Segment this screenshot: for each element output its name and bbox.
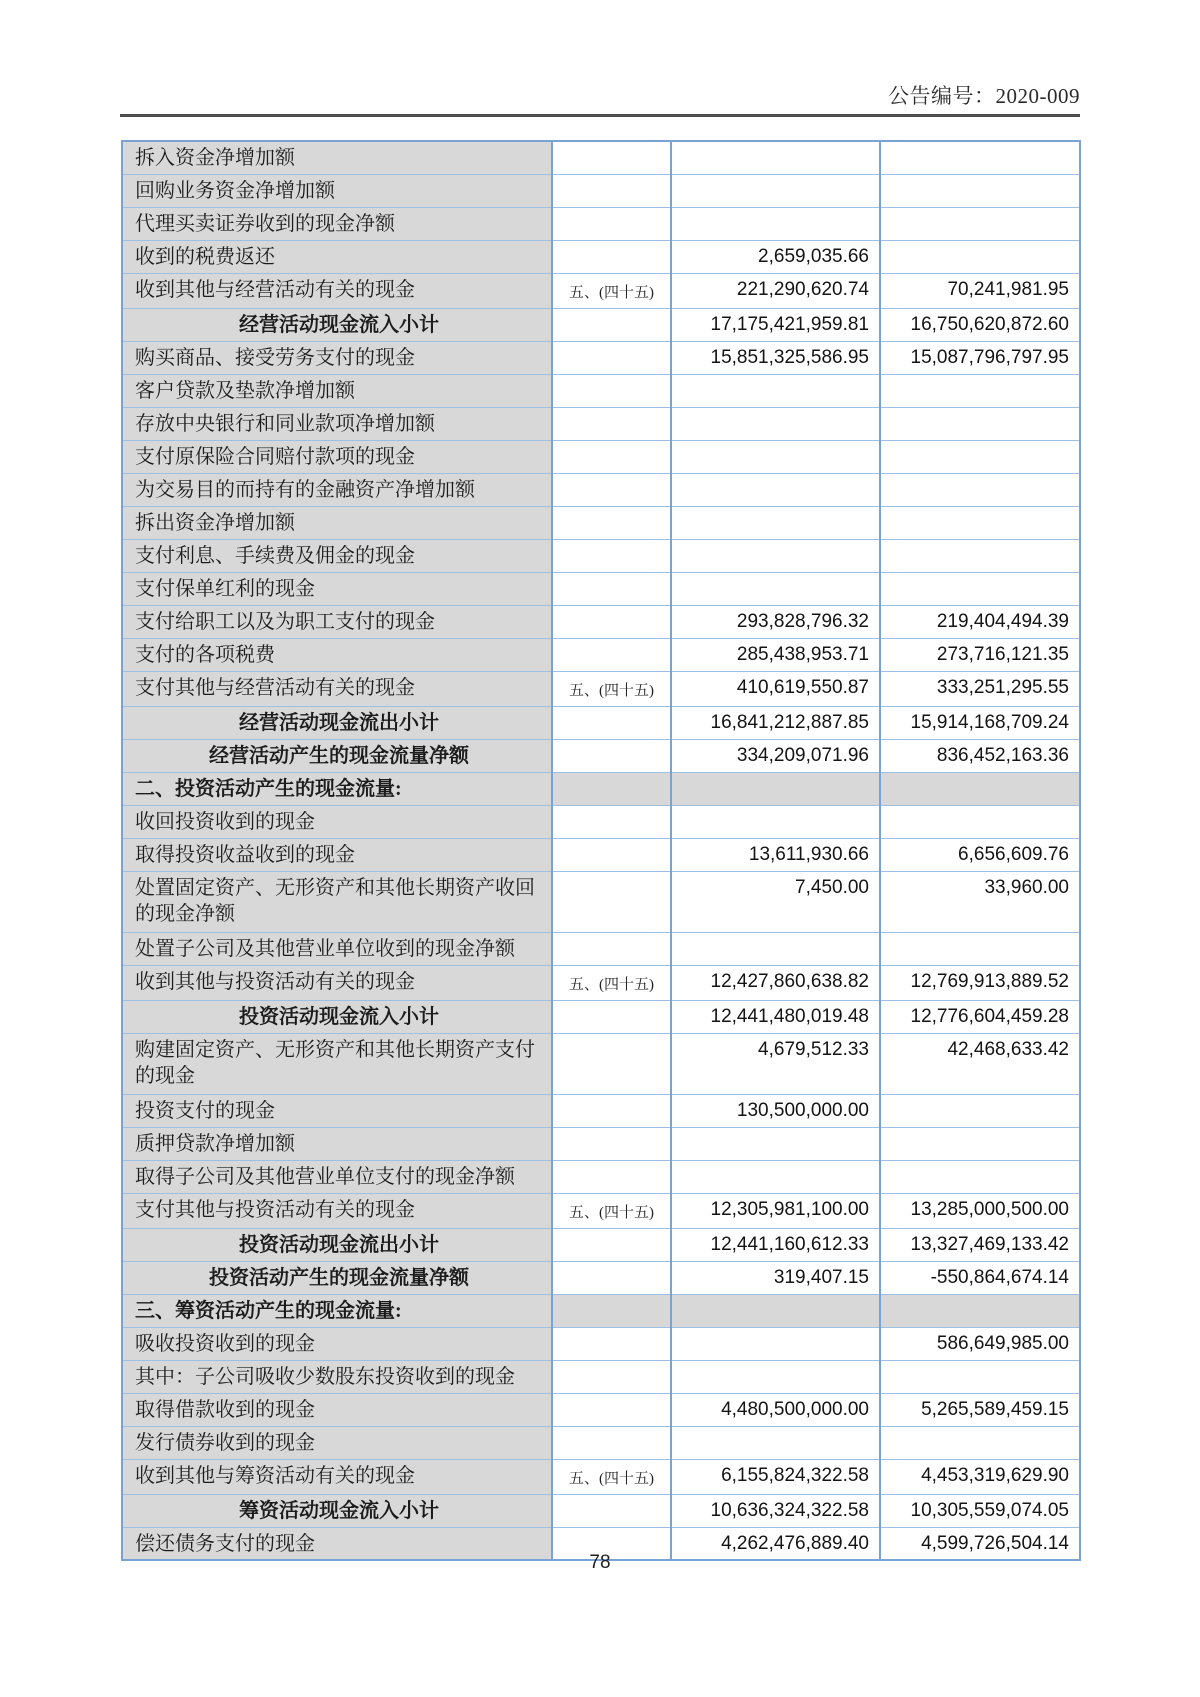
note-cell [552, 871, 671, 932]
current-period-cell: 130,500,000.00 [671, 1094, 880, 1127]
current-period-cell [671, 174, 880, 207]
prior-period-cell: 4,453,319,629.90 [880, 1459, 1080, 1494]
prior-period-cell [880, 506, 1080, 539]
table-row [122, 1261, 1080, 1294]
item-cell: 收到的税费返还 [122, 240, 552, 273]
current-period-cell: 319,407.15 [671, 1261, 880, 1294]
item-cell: 支付给职工以及为职工支付的现金 [122, 605, 552, 638]
current-period-cell [671, 407, 880, 440]
current-period-cell [671, 473, 880, 506]
prior-period-cell [880, 1094, 1080, 1127]
table-row [122, 1127, 1080, 1160]
current-period-cell: 12,427,860,638.82 [671, 965, 880, 1000]
current-period-cell: 12,441,160,612.33 [671, 1228, 880, 1261]
prior-period-cell [880, 1294, 1080, 1327]
item-cell: 为交易目的而持有的金融资产净增加额 [122, 473, 552, 506]
note-cell [552, 1327, 671, 1360]
current-period-cell [671, 1360, 880, 1393]
item-cell: 购买商品、接受劳务支付的现金 [122, 341, 552, 374]
current-period-cell: 12,305,981,100.00 [671, 1193, 880, 1228]
prior-period-cell: 836,452,163.36 [880, 739, 1080, 772]
cash-flow-table-body [122, 141, 1080, 1560]
item-cell: 投资活动现金流出小计 [122, 1228, 552, 1261]
table-row [122, 473, 1080, 506]
current-period-cell [671, 506, 880, 539]
current-period-cell: 7,450.00 [671, 871, 880, 932]
note-cell [552, 1000, 671, 1033]
item-cell: 投资活动产生的现金流量净额 [122, 1261, 552, 1294]
current-period-cell [671, 374, 880, 407]
item-cell: 拆入资金净增加额 [122, 141, 552, 174]
prior-period-cell: 12,776,604,459.28 [880, 1000, 1080, 1033]
item-cell: 拆出资金净增加额 [122, 506, 552, 539]
table-row [122, 772, 1080, 805]
note-cell [552, 706, 671, 739]
note-cell: 五、(四十五) [552, 1459, 671, 1494]
prior-period-cell: 273,716,121.35 [880, 638, 1080, 671]
current-period-cell [671, 141, 880, 174]
table-row [122, 805, 1080, 838]
note-cell [552, 240, 671, 273]
prior-period-cell: 15,914,168,709.24 [880, 706, 1080, 739]
table-row [122, 1426, 1080, 1459]
table-row [122, 739, 1080, 772]
item-cell: 取得借款收到的现金 [122, 1393, 552, 1426]
item-cell: 三、筹资活动产生的现金流量: [122, 1294, 552, 1327]
prior-period-cell: 15,087,796,797.95 [880, 341, 1080, 374]
item-cell: 二、投资活动产生的现金流量: [122, 772, 552, 805]
table-row [122, 240, 1080, 273]
prior-period-cell [880, 1127, 1080, 1160]
prior-period-cell [880, 473, 1080, 506]
item-cell: 经营活动产生的现金流量净额 [122, 739, 552, 772]
table-row [122, 605, 1080, 638]
note-cell [552, 1393, 671, 1426]
current-period-cell [671, 207, 880, 240]
item-cell: 收到其他与筹资活动有关的现金 [122, 1459, 552, 1494]
item-cell: 投资支付的现金 [122, 1094, 552, 1127]
prior-period-cell: 586,649,985.00 [880, 1327, 1080, 1360]
item-cell: 吸收投资收到的现金 [122, 1327, 552, 1360]
current-period-cell: 4,679,512.33 [671, 1033, 880, 1094]
note-cell [552, 1426, 671, 1459]
item-cell: 代理买卖证券收到的现金净额 [122, 207, 552, 240]
table-row [122, 1228, 1080, 1261]
note-cell [552, 605, 671, 638]
item-cell: 经营活动现金流入小计 [122, 308, 552, 341]
current-period-cell [671, 772, 880, 805]
note-cell [552, 407, 671, 440]
current-period-cell: 6,155,824,322.58 [671, 1459, 880, 1494]
item-cell: 支付原保险合同赔付款项的现金 [122, 440, 552, 473]
note-cell [552, 174, 671, 207]
table-row [122, 1193, 1080, 1228]
announcement-number: 公告编号：2020-009 [888, 84, 1080, 108]
prior-period-cell [880, 207, 1080, 240]
note-cell [552, 932, 671, 965]
prior-period-cell [880, 141, 1080, 174]
item-cell: 发行债券收到的现金 [122, 1426, 552, 1459]
current-period-cell: 221,290,620.74 [671, 273, 880, 308]
prior-period-cell: -550,864,674.14 [880, 1261, 1080, 1294]
item-cell: 筹资活动现金流入小计 [122, 1494, 552, 1527]
table-row [122, 506, 1080, 539]
prior-period-cell [880, 932, 1080, 965]
note-cell [552, 473, 671, 506]
current-period-cell [671, 1426, 880, 1459]
note-cell [552, 308, 671, 341]
table-row [122, 706, 1080, 739]
item-cell: 取得投资收益收到的现金 [122, 838, 552, 871]
item-cell: 支付的各项税费 [122, 638, 552, 671]
current-period-cell [671, 440, 880, 473]
prior-period-cell [880, 1160, 1080, 1193]
prior-period-cell: 333,251,295.55 [880, 671, 1080, 706]
current-period-cell: 15,851,325,586.95 [671, 341, 880, 374]
item-cell: 收回投资收到的现金 [122, 805, 552, 838]
note-cell [552, 539, 671, 572]
prior-period-cell [880, 174, 1080, 207]
item-cell: 支付其他与投资活动有关的现金 [122, 1193, 552, 1228]
note-cell: 五、(四十五) [552, 1193, 671, 1228]
table-row [122, 1459, 1080, 1494]
prior-period-cell [880, 240, 1080, 273]
prior-period-cell [880, 572, 1080, 605]
note-cell [552, 1294, 671, 1327]
prior-period-cell [880, 805, 1080, 838]
prior-period-cell: 33,960.00 [880, 871, 1080, 932]
table-row [122, 838, 1080, 871]
prior-period-cell: 13,285,000,500.00 [880, 1193, 1080, 1228]
current-period-cell [671, 1294, 880, 1327]
note-cell [552, 1094, 671, 1127]
table-row [122, 965, 1080, 1000]
current-period-cell [671, 572, 880, 605]
current-period-cell: 285,438,953.71 [671, 638, 880, 671]
prior-period-cell: 16,750,620,872.60 [880, 308, 1080, 341]
table-row [122, 1494, 1080, 1527]
item-cell: 偿还债务支付的现金 [122, 1527, 552, 1560]
current-period-cell [671, 932, 880, 965]
page-number: 78 [589, 1552, 611, 1573]
item-cell: 客户贷款及垫款净增加额 [122, 374, 552, 407]
note-cell [552, 772, 671, 805]
note-cell [552, 506, 671, 539]
item-cell: 处置固定资产、无形资产和其他长期资产收回的现金净额 [122, 871, 552, 932]
table-row [122, 374, 1080, 407]
current-period-cell: 4,262,476,889.40 [671, 1527, 880, 1560]
note-cell [552, 638, 671, 671]
table-row [122, 407, 1080, 440]
table-row [122, 932, 1080, 965]
current-period-cell: 410,619,550.87 [671, 671, 880, 706]
table-row [122, 671, 1080, 706]
table-row [122, 308, 1080, 341]
table-row [122, 273, 1080, 308]
current-period-cell: 4,480,500,000.00 [671, 1393, 880, 1426]
note-cell [552, 572, 671, 605]
prior-period-cell: 4,599,726,504.14 [880, 1527, 1080, 1560]
table-row [122, 1294, 1080, 1327]
note-cell [552, 838, 671, 871]
note-cell [552, 805, 671, 838]
table-row [122, 1033, 1080, 1094]
prior-period-cell [880, 1426, 1080, 1459]
table-row [122, 207, 1080, 240]
cash-flow-table [121, 140, 1081, 1561]
item-cell: 回购业务资金净增加额 [122, 174, 552, 207]
current-period-cell [671, 539, 880, 572]
note-cell [552, 1228, 671, 1261]
item-cell: 处置子公司及其他营业单位收到的现金净额 [122, 932, 552, 965]
prior-period-cell [880, 374, 1080, 407]
item-cell: 收到其他与投资活动有关的现金 [122, 965, 552, 1000]
current-period-cell: 10,636,324,322.58 [671, 1494, 880, 1527]
note-cell [552, 1360, 671, 1393]
current-period-cell: 334,209,071.96 [671, 739, 880, 772]
current-period-cell [671, 1327, 880, 1360]
note-cell [552, 1494, 671, 1527]
table-row [122, 638, 1080, 671]
item-cell: 支付其他与经营活动有关的现金 [122, 671, 552, 706]
item-cell: 质押贷款净增加额 [122, 1127, 552, 1160]
note-cell: 五、(四十五) [552, 965, 671, 1000]
item-cell: 支付利息、手续费及佣金的现金 [122, 539, 552, 572]
current-period-cell: 17,175,421,959.81 [671, 308, 880, 341]
table-row [122, 341, 1080, 374]
prior-period-cell [880, 539, 1080, 572]
note-cell [552, 141, 671, 174]
prior-period-cell: 10,305,559,074.05 [880, 1494, 1080, 1527]
note-cell: 五、(四十五) [552, 273, 671, 308]
current-period-cell [671, 1127, 880, 1160]
note-cell [552, 739, 671, 772]
item-cell: 投资活动现金流入小计 [122, 1000, 552, 1033]
prior-period-cell: 12,769,913,889.52 [880, 965, 1080, 1000]
table-row [122, 1360, 1080, 1393]
item-cell: 购建固定资产、无形资产和其他长期资产支付的现金 [122, 1033, 552, 1094]
prior-period-cell: 70,241,981.95 [880, 273, 1080, 308]
current-period-cell: 16,841,212,887.85 [671, 706, 880, 739]
item-cell: 其中：子公司吸收少数股东投资收到的现金 [122, 1360, 552, 1393]
item-cell: 经营活动现金流出小计 [122, 706, 552, 739]
item-cell: 取得子公司及其他营业单位支付的现金净额 [122, 1160, 552, 1193]
note-cell [552, 440, 671, 473]
current-period-cell: 2,659,035.66 [671, 240, 880, 273]
table-row [122, 1094, 1080, 1127]
prior-period-cell: 6,656,609.76 [880, 838, 1080, 871]
note-cell [552, 1261, 671, 1294]
prior-period-cell [880, 440, 1080, 473]
table-row [122, 1327, 1080, 1360]
current-period-cell: 12,441,480,019.48 [671, 1000, 880, 1033]
note-cell [552, 207, 671, 240]
current-period-cell [671, 1160, 880, 1193]
header-rule [120, 114, 1080, 117]
prior-period-cell: 219,404,494.39 [880, 605, 1080, 638]
prior-period-cell [880, 772, 1080, 805]
table-row [122, 871, 1080, 932]
table-row [122, 1000, 1080, 1033]
item-cell: 支付保单红利的现金 [122, 572, 552, 605]
note-cell [552, 341, 671, 374]
table-row [122, 539, 1080, 572]
current-period-cell [671, 805, 880, 838]
table-row [122, 141, 1080, 174]
table-row [122, 174, 1080, 207]
item-cell: 收到其他与经营活动有关的现金 [122, 273, 552, 308]
table-row [122, 572, 1080, 605]
note-cell [552, 374, 671, 407]
table-row [122, 1160, 1080, 1193]
note-cell [552, 1160, 671, 1193]
prior-period-cell [880, 1360, 1080, 1393]
prior-period-cell: 13,327,469,133.42 [880, 1228, 1080, 1261]
current-period-cell: 293,828,796.32 [671, 605, 880, 638]
prior-period-cell: 42,468,633.42 [880, 1033, 1080, 1094]
note-cell: 五、(四十五) [552, 671, 671, 706]
item-cell: 存放中央银行和同业款项净增加额 [122, 407, 552, 440]
current-period-cell: 13,611,930.66 [671, 838, 880, 871]
note-cell [552, 1127, 671, 1160]
prior-period-cell: 5,265,589,459.15 [880, 1393, 1080, 1426]
table-row [122, 440, 1080, 473]
note-cell [552, 1033, 671, 1094]
prior-period-cell [880, 407, 1080, 440]
table-row [122, 1393, 1080, 1426]
